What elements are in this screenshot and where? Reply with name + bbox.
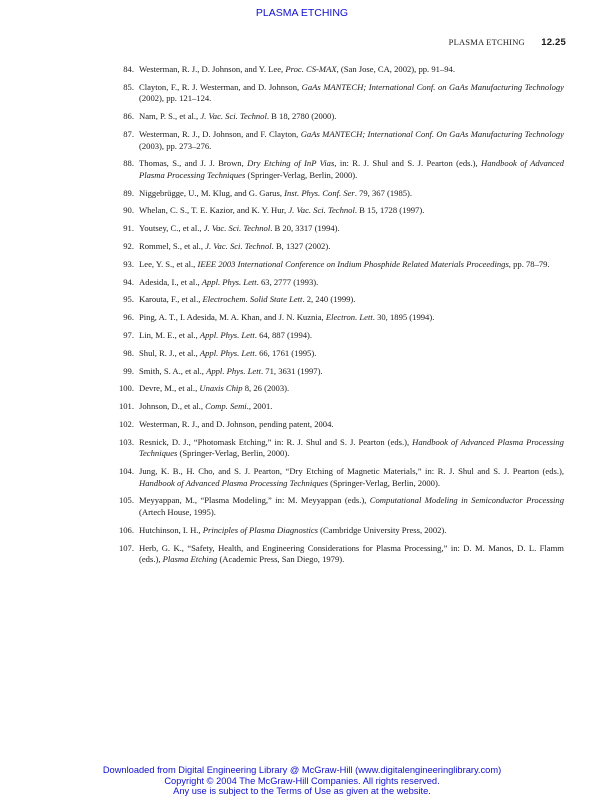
reference-italic-title: Plasma Etching — [162, 554, 218, 565]
footer-terms-link[interactable]: Any use is subject to the Terms of Use as given at the website. — [173, 786, 431, 796]
reference-italic-title: Unaxis Chip — [199, 383, 243, 394]
reference-number: 89. — [123, 187, 134, 198]
reference-number: 98. — [123, 347, 134, 358]
reference-text: Herb, G. K., “Safety, Health, and Engineering Considerations for Plasma Processing,” in: D. M. Manos, D. L. Flamm (eds.), — [139, 542, 564, 565]
reference-number: 91. — [123, 223, 134, 234]
reference-number: 107. — [118, 542, 134, 553]
reference-list — [114, 64, 564, 572]
reference-italic-title: Appl. Phys. Lett — [199, 347, 255, 358]
reference-item — [114, 348, 564, 360]
reference-text: Lee, Y. S., et al., — [139, 258, 198, 269]
reference-text: Jung, K. B., H. Cho, and S. J. Pearton, “Dry Etching of Magnetic Materials,” in: R. J. Shul and S. J. Pearton (eds.), — [139, 466, 564, 476]
reference-item — [114, 241, 564, 253]
reference-text: Lin, M. E., et al., — [139, 329, 200, 340]
reference-italic-title: Handbook of Advanced Plasma Processing Techniques — [139, 436, 564, 459]
reference-italic-title: GaAs MANTECH; International Conf. on GaAs Manufacturing Technology — [301, 81, 565, 92]
reference-italic-title: IEEE 2003 International Conference on Indium Phosphide Related Materials Proceedings — [197, 258, 509, 269]
reference-italic-title: Handbook of Advanced Plasma Processing Techniques — [139, 158, 564, 180]
reference-italic-title: Dry Etching of InP Vias — [247, 158, 335, 169]
reference-text: Devre, M., et al., — [139, 383, 200, 394]
reference-italic-title: Proc. CS-MAX — [285, 64, 337, 74]
reference-italic-title: J. Vac. Sci. Technol — [205, 241, 272, 252]
reference-item — [114, 64, 564, 76]
reference-text: Westerman, R. J., D. Johnson, and F. Clayton, — [139, 128, 301, 139]
reference-number: 85. — [123, 81, 134, 92]
page-number: 12.25 — [541, 37, 566, 48]
reference-text: , (San Jose, CA, 2002), pp. 91–94. — [336, 64, 455, 74]
reference-text: . 2, 240 (1999). — [302, 294, 356, 305]
running-head — [449, 37, 566, 48]
reference-item — [114, 366, 564, 378]
reference-item — [114, 495, 564, 518]
reference-text: Westerman, R. J., D. Johnson, and Y. Lee, — [139, 64, 286, 74]
reference-number: 96. — [123, 312, 134, 323]
reference-number: 88. — [123, 158, 134, 169]
reference-italic-title: Electrochem. Solid State Lett — [202, 294, 303, 305]
reference-item — [114, 383, 564, 395]
reference-text: Johnson, D., et al., — [139, 401, 206, 412]
reference-text: . B 15, 1728 (1997). — [354, 205, 425, 216]
reference-text: Niggebrügge, U., M. Klug, and G. Garus, — [139, 187, 285, 198]
reference-italic-title: Appl. Phys. Lett — [199, 329, 255, 340]
reference-number: 94. — [123, 276, 134, 287]
reference-text: ., 2001. — [246, 401, 273, 412]
reference-number: 97. — [123, 329, 134, 340]
reference-text: . 63, 2777 (1993). — [256, 276, 319, 287]
reference-item — [114, 419, 564, 431]
reference-number: 99. — [123, 365, 134, 376]
reference-text: Rommel, S., et al., — [139, 241, 206, 252]
reference-item — [114, 205, 564, 217]
reference-number: 90. — [123, 205, 134, 216]
reference-italic-title: J. Vac. Sci. Technol — [288, 205, 355, 216]
reference-item — [114, 330, 564, 342]
reference-text: (Cambridge University Press, 2002). — [318, 524, 447, 535]
reference-text: 8, 26 (2003). — [242, 383, 290, 394]
reference-text: . 30, 1895 (1994). — [372, 312, 435, 323]
reference-text: Resnick, D. J., “Photomask Etching,” in: R. J. Shul and S. J. Pearton (eds.), — [139, 436, 413, 447]
running-title: PLASMA ETCHING — [448, 37, 525, 47]
reference-text: Hutchinson, I. H., — [139, 524, 203, 535]
reference-text: , pp. 78–79. — [508, 258, 550, 269]
reference-italic-title: Appl. Phys. Lett — [201, 276, 257, 287]
reference-text: . B 20, 3317 (1994). — [270, 223, 340, 234]
reference-italic-title: Comp. Semi — [205, 401, 247, 412]
footer — [0, 765, 604, 797]
reference-text: . 71, 3631 (1997). — [261, 365, 323, 376]
reference-italic-title: Inst. Phys. Conf. Ser — [284, 187, 355, 198]
reference-text: Westerman, R. J., and D. Johnson, pending patent, 2004. — [139, 418, 334, 429]
reference-italic-title: Computational Modeling in Semiconductor Processing — [369, 495, 564, 506]
reference-text: . 79, 367 (1985). — [354, 187, 413, 198]
reference-text: Karouta, F., et al., — [139, 294, 203, 305]
reference-text: Youtsey, C., et al., — [139, 223, 204, 234]
reference-item — [114, 82, 564, 105]
reference-italic-title: J. Vac. Sci. Technol — [200, 111, 267, 122]
reference-number: 106. — [118, 524, 134, 535]
reference-text: (2003), pp. 273–276. — [139, 140, 212, 151]
reference-text: Nam, P. S., et al., — [139, 111, 201, 122]
reference-number: 104. — [118, 466, 134, 476]
reference-text: (Springer-Verlag, Berlin, 2000). — [327, 477, 440, 488]
reference-text: . B, 1327 (2002). — [271, 241, 331, 252]
reference-number: 100. — [118, 383, 134, 394]
reference-text: (2002), pp. 121–124. — [139, 93, 212, 104]
reference-italic-title: Principles of Plasma Diagnostics — [202, 524, 319, 535]
reference-item — [114, 312, 564, 324]
reference-item — [114, 188, 564, 200]
reference-text: . B 18, 2780 (2000). — [266, 111, 337, 122]
top-banner-link[interactable]: PLASMA ETCHING — [255, 7, 349, 19]
reference-number: 105. — [118, 495, 134, 506]
reference-item — [114, 158, 564, 181]
reference-text: Smith, S. A., et al., — [139, 365, 207, 376]
reference-text: Shul, R. J., et al., — [139, 347, 200, 358]
reference-number: 92. — [123, 241, 134, 252]
reference-number: 84. — [123, 64, 134, 74]
reference-number: 86. — [123, 111, 134, 122]
reference-text: (Artech House, 1995). — [139, 506, 216, 517]
reference-text: (Springer-Verlag, Berlin, 2000). — [245, 169, 358, 180]
reference-number: 93. — [123, 258, 134, 269]
reference-text: , in: R. J. Shul and S. J. Pearton (eds.), — [334, 158, 482, 169]
reference-text: (Academic Press, San Diego, 1979). — [217, 554, 345, 565]
reference-item — [114, 437, 564, 460]
reference-item — [114, 129, 564, 152]
reference-item — [114, 111, 564, 123]
reference-item — [114, 543, 564, 566]
reference-item — [114, 223, 564, 235]
reference-text: Clayton, F., R. J. Westerman, and D. Johnson, — [139, 81, 302, 92]
reference-text: Ping, A. T., I. Adesida, M. A. Khan, and J. N. Kuznia, — [139, 312, 326, 323]
reference-text: Whelan, C. S., T. E. Kazior, and K. Y. Hur, — [139, 205, 289, 216]
reference-item — [114, 259, 564, 271]
reference-italic-title: J. Vac. Sci. Technol — [203, 223, 271, 234]
reference-text: (Springer-Verlag, Berlin, 2000). — [177, 448, 290, 459]
reference-number: 102. — [118, 418, 134, 429]
reference-number: 87. — [123, 128, 134, 139]
reference-italic-title: Appl. Phys. Lett — [206, 365, 261, 376]
reference-item — [114, 466, 564, 489]
reference-number: 95. — [123, 294, 134, 305]
reference-item — [114, 294, 564, 306]
reference-italic-title: Electron. Lett — [325, 312, 373, 323]
reference-italic-title: Handbook of Advanced Plasma Processing Techniques — [139, 477, 328, 488]
reference-item — [114, 277, 564, 289]
footer-download-link[interactable]: Downloaded from Digital Engineering Library @ McGraw-Hill (www.digitalengineeringlibrary.com) — [102, 765, 502, 775]
reference-item — [114, 525, 564, 537]
reference-text: Adesida, I., et al., — [139, 276, 202, 287]
reference-number: 101. — [118, 401, 134, 412]
reference-italic-title: GaAs MANTECH; International Conf. On GaAs Manufacturing Technology — [300, 128, 564, 139]
reference-text: Meyyappan, M., “Plasma Modeling,” in: M. Meyyappan (eds.), — [139, 495, 370, 506]
reference-text: . 66, 1761 (1995). — [254, 347, 317, 358]
reference-text: . 64, 887 (1994). — [254, 329, 313, 340]
footer-copyright[interactable]: Copyright © 2004 The McGraw-Hill Companies. All rights reserved. — [164, 775, 440, 786]
reference-number: 103. — [118, 436, 134, 447]
reference-text: Thomas, S., and J. J. Brown, — [139, 158, 248, 169]
reference-item — [114, 401, 564, 413]
